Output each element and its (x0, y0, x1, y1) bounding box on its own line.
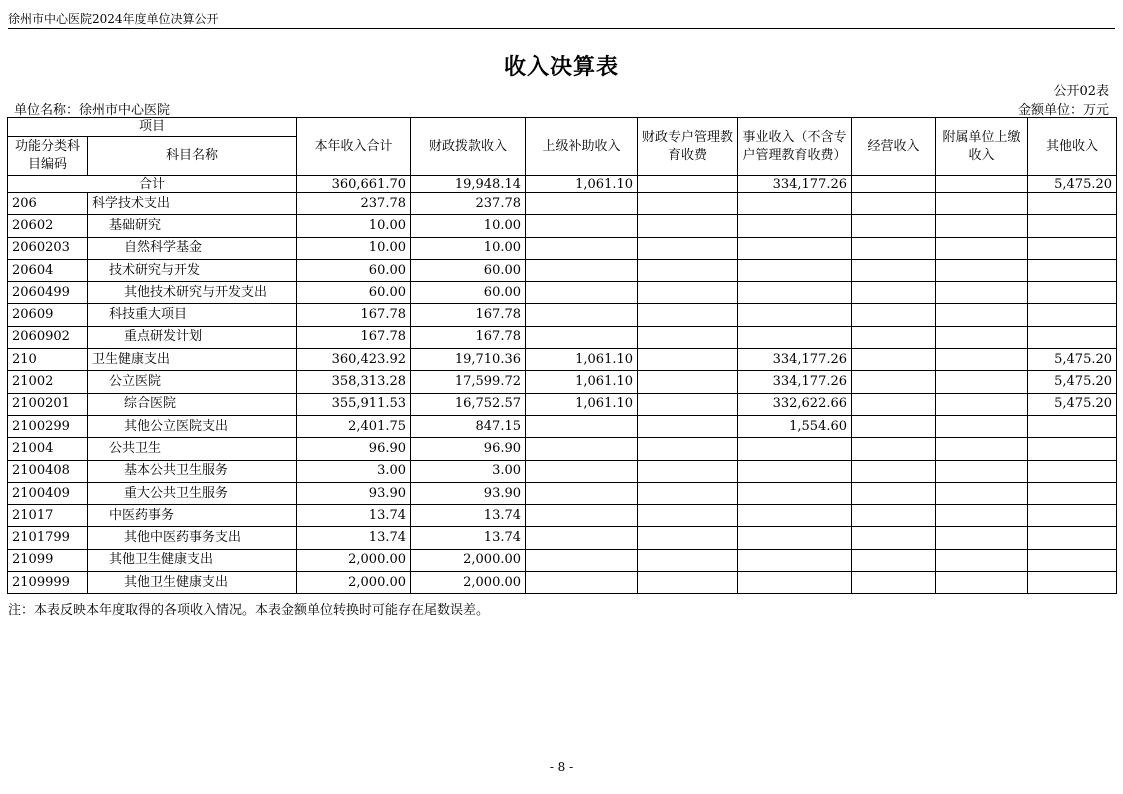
cell-total: 360,423.92 (297, 349, 411, 371)
cell-other: 5,475.20 (1028, 393, 1117, 415)
cell-business (738, 572, 852, 594)
cell-edu (638, 237, 738, 259)
cell-business (738, 527, 852, 549)
cell-total: 60.00 (297, 282, 411, 304)
cell-operating (852, 349, 936, 371)
cell-other (1028, 549, 1117, 571)
header-edu: 财政专户管理教育收费 (638, 118, 738, 176)
table-row (8, 215, 1117, 237)
cell-total: 13.74 (297, 527, 411, 549)
cell-other (1028, 572, 1117, 594)
cell-operating (852, 393, 936, 415)
table-row (8, 259, 1117, 281)
cell-business (738, 438, 852, 460)
header-fiscal: 财政拨款收入 (411, 118, 526, 176)
cell-superior (526, 304, 638, 326)
cell-total: 167.78 (297, 304, 411, 326)
cell-code: 210 (8, 349, 88, 371)
cell-affiliated (936, 482, 1028, 504)
cell-edu (638, 282, 738, 304)
total-label: 合计 (8, 176, 297, 193)
cell-business (738, 215, 852, 237)
cell-superior (526, 527, 638, 549)
cell-fiscal: 13.74 (411, 527, 526, 549)
header-code: 功能分类科目编码 (8, 137, 88, 176)
cell-name: 公立医院 (88, 371, 297, 393)
cell-edu (638, 326, 738, 348)
cell-other (1028, 438, 1117, 460)
table-row (8, 349, 1117, 371)
cell-superior (526, 482, 638, 504)
cell-superior (526, 549, 638, 571)
cell-edu (638, 393, 738, 415)
cell-edu (638, 482, 738, 504)
table-row (8, 482, 1117, 504)
cell-code: 21099 (8, 549, 88, 571)
cell-total: 355,911.53 (297, 393, 411, 415)
cell-edu (638, 460, 738, 482)
cell-edu (638, 371, 738, 393)
cell-superior: 1,061.10 (526, 349, 638, 371)
table-row (8, 393, 1117, 415)
cell-other (1028, 505, 1117, 527)
cell-operating (852, 505, 936, 527)
cell-affiliated (936, 304, 1028, 326)
table-row (8, 326, 1117, 348)
cell-name: 公共卫生 (88, 438, 297, 460)
cell-fiscal: 60.00 (411, 282, 526, 304)
cell-code: 2109999 (8, 572, 88, 594)
cell-name: 中医药事务 (88, 505, 297, 527)
cell-superior (526, 259, 638, 281)
cell-name: 卫生健康支出 (88, 349, 297, 371)
cell-operating (852, 259, 936, 281)
cell-fiscal: 17,599.72 (411, 371, 526, 393)
table-row (8, 237, 1117, 259)
cell-name: 综合医院 (88, 393, 297, 415)
cell-other (1028, 415, 1117, 437)
cell-other (1028, 193, 1117, 215)
cell-edu (638, 176, 738, 193)
footnote: 注：本表反映本年度取得的各项收入情况。本表金额单位转换时可能存在尾数误差。 (8, 603, 490, 618)
cell-other: 5,475.20 (1028, 371, 1117, 393)
cell-affiliated (936, 349, 1028, 371)
cell-superior (526, 415, 638, 437)
cell-name: 其他中医药事务支出 (88, 527, 297, 549)
cell-fiscal: 10.00 (411, 215, 526, 237)
cell-business (738, 282, 852, 304)
cell-other (1028, 215, 1117, 237)
cell-operating (852, 460, 936, 482)
cell-code: 21004 (8, 438, 88, 460)
cell-business (738, 259, 852, 281)
table-row (8, 572, 1117, 594)
unit-name: 单位名称：徐州市中心医院 (14, 103, 171, 118)
cell-other (1028, 527, 1117, 549)
cell-business (738, 482, 852, 504)
cell-edu (638, 259, 738, 281)
cell-affiliated (936, 259, 1028, 281)
cell-fiscal: 13.74 (411, 505, 526, 527)
cell-affiliated (936, 572, 1028, 594)
table-row (8, 505, 1117, 527)
cell-edu (638, 415, 738, 437)
cell-code: 2101799 (8, 527, 88, 549)
cell-code: 2060902 (8, 326, 88, 348)
cell-affiliated (936, 527, 1028, 549)
cell-code: 2100201 (8, 393, 88, 415)
cell-business (738, 549, 852, 571)
cell-edu (638, 527, 738, 549)
cell-superior: 1,061.10 (526, 393, 638, 415)
cell-name: 自然科学基金 (88, 237, 297, 259)
cell-affiliated (936, 193, 1028, 215)
cell-fiscal: 19,710.36 (411, 349, 526, 371)
cell-other: 5,475.20 (1028, 176, 1117, 193)
cell-operating (852, 549, 936, 571)
income-table (7, 117, 1117, 594)
cell-business: 334,177.26 (738, 371, 852, 393)
cell-fiscal: 19,948.14 (411, 176, 526, 193)
table-row (8, 193, 1117, 215)
cell-edu (638, 505, 738, 527)
cell-total: 96.90 (297, 438, 411, 460)
cell-total: 93.90 (297, 482, 411, 504)
cell-edu (638, 438, 738, 460)
cell-fiscal: 93.90 (411, 482, 526, 504)
cell-edu (638, 572, 738, 594)
cell-operating (852, 371, 936, 393)
cell-edu (638, 349, 738, 371)
cell-affiliated (936, 415, 1028, 437)
cell-business: 334,177.26 (738, 176, 852, 193)
cell-superior (526, 237, 638, 259)
cell-operating (852, 326, 936, 348)
cell-code: 2100409 (8, 482, 88, 504)
cell-other (1028, 460, 1117, 482)
cell-business (738, 326, 852, 348)
cell-total: 2,000.00 (297, 549, 411, 571)
cell-edu (638, 304, 738, 326)
cell-code: 2100408 (8, 460, 88, 482)
cell-name: 技术研究与开发 (88, 259, 297, 281)
cell-operating (852, 527, 936, 549)
cell-fiscal: 847.15 (411, 415, 526, 437)
table-row (8, 282, 1117, 304)
cell-code: 206 (8, 193, 88, 215)
cell-other (1028, 282, 1117, 304)
cell-affiliated (936, 393, 1028, 415)
cell-total: 360,661.70 (297, 176, 411, 193)
cell-code: 2100299 (8, 415, 88, 437)
cell-fiscal: 167.78 (411, 304, 526, 326)
cell-total: 2,401.75 (297, 415, 411, 437)
header-name: 科目名称 (88, 137, 297, 176)
header-superior: 上级补助收入 (526, 118, 638, 176)
cell-affiliated (936, 371, 1028, 393)
cell-name: 其他技术研究与开发支出 (88, 282, 297, 304)
cell-operating (852, 193, 936, 215)
cell-fiscal: 237.78 (411, 193, 526, 215)
page-title: 收入决算表 (503, 55, 619, 80)
cell-business: 1,554.60 (738, 415, 852, 437)
cell-name: 基本公共卫生服务 (88, 460, 297, 482)
cell-total: 2,000.00 (297, 572, 411, 594)
cell-operating (852, 237, 936, 259)
cell-affiliated (936, 549, 1028, 571)
cell-business (738, 505, 852, 527)
cell-code: 2060203 (8, 237, 88, 259)
page-number: - 8 - (549, 760, 574, 774)
cell-operating (852, 282, 936, 304)
cell-operating (852, 438, 936, 460)
cell-code: 20609 (8, 304, 88, 326)
table-row (8, 549, 1117, 571)
header-total: 本年收入合计 (297, 118, 411, 176)
header-item: 项目 (8, 118, 297, 137)
cell-superior (526, 282, 638, 304)
form-number: 公开02表 (1053, 84, 1109, 99)
cell-superior: 1,061.10 (526, 371, 638, 393)
cell-edu (638, 549, 738, 571)
cell-superior (526, 215, 638, 237)
header-rule (8, 28, 1115, 29)
cell-total: 10.00 (297, 237, 411, 259)
cell-operating (852, 304, 936, 326)
cell-code: 20604 (8, 259, 88, 281)
cell-name: 科技重大项目 (88, 304, 297, 326)
cell-total: 358,313.28 (297, 371, 411, 393)
cell-name: 其他卫生健康支出 (88, 549, 297, 571)
cell-edu (638, 193, 738, 215)
document-header: 徐州市中心医院2024年度单位决算公开 (8, 12, 219, 26)
cell-other (1028, 482, 1117, 504)
cell-other: 5,475.20 (1028, 349, 1117, 371)
cell-other (1028, 326, 1117, 348)
table-row (8, 527, 1117, 549)
cell-fiscal: 10.00 (411, 237, 526, 259)
cell-operating (852, 415, 936, 437)
cell-fiscal: 2,000.00 (411, 572, 526, 594)
cell-affiliated (936, 215, 1028, 237)
header-business: 事业收入（不含专户管理教育收费） (738, 118, 852, 176)
cell-superior (526, 460, 638, 482)
cell-other (1028, 304, 1117, 326)
cell-name: 科学技术支出 (88, 193, 297, 215)
cell-operating (852, 176, 936, 193)
cell-business: 334,177.26 (738, 349, 852, 371)
cell-other (1028, 259, 1117, 281)
cell-total: 60.00 (297, 259, 411, 281)
cell-other (1028, 237, 1117, 259)
cell-total: 13.74 (297, 505, 411, 527)
cell-affiliated (936, 438, 1028, 460)
total-row (8, 176, 1117, 193)
header-affiliated: 附属单位上缴收入 (936, 118, 1028, 176)
table-body (8, 176, 1117, 594)
cell-fiscal: 2,000.00 (411, 549, 526, 571)
header-other: 其他收入 (1028, 118, 1117, 176)
table-row (8, 304, 1117, 326)
header-operating: 经营收入 (852, 118, 936, 176)
cell-operating (852, 482, 936, 504)
cell-name: 重点研发计划 (88, 326, 297, 348)
cell-superior (526, 505, 638, 527)
cell-affiliated (936, 282, 1028, 304)
cell-name: 其他公立医院支出 (88, 415, 297, 437)
cell-business (738, 193, 852, 215)
cell-affiliated (936, 326, 1028, 348)
cell-fiscal: 3.00 (411, 460, 526, 482)
amount-unit: 金额单位：万元 (1017, 103, 1109, 118)
cell-superior (526, 572, 638, 594)
cell-fiscal: 16,752.57 (411, 393, 526, 415)
cell-total: 237.78 (297, 193, 411, 215)
cell-superior (526, 193, 638, 215)
cell-affiliated (936, 505, 1028, 527)
cell-business: 332,622.66 (738, 393, 852, 415)
cell-fiscal: 60.00 (411, 259, 526, 281)
table-row (8, 460, 1117, 482)
cell-code: 2060499 (8, 282, 88, 304)
cell-affiliated (936, 237, 1028, 259)
cell-edu (638, 215, 738, 237)
cell-total: 3.00 (297, 460, 411, 482)
cell-operating (852, 572, 936, 594)
cell-superior: 1,061.10 (526, 176, 638, 193)
cell-superior (526, 326, 638, 348)
cell-code: 21017 (8, 505, 88, 527)
cell-operating (852, 215, 936, 237)
cell-total: 167.78 (297, 326, 411, 348)
cell-business (738, 460, 852, 482)
cell-name: 基础研究 (88, 215, 297, 237)
cell-total: 10.00 (297, 215, 411, 237)
cell-code: 21002 (8, 371, 88, 393)
cell-code: 20602 (8, 215, 88, 237)
cell-affiliated (936, 460, 1028, 482)
table-row (8, 371, 1117, 393)
cell-business (738, 237, 852, 259)
cell-affiliated (936, 176, 1028, 193)
table-row (8, 415, 1117, 437)
cell-name: 其他卫生健康支出 (88, 572, 297, 594)
table-row (8, 438, 1117, 460)
cell-fiscal: 96.90 (411, 438, 526, 460)
cell-name: 重大公共卫生服务 (88, 482, 297, 504)
cell-business (738, 304, 852, 326)
cell-fiscal: 167.78 (411, 326, 526, 348)
cell-superior (526, 438, 638, 460)
